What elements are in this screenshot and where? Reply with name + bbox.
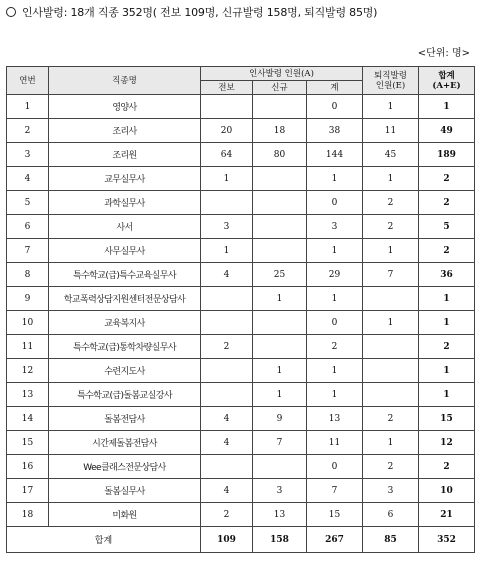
table-row bbox=[7, 431, 475, 455]
totals-transfer: 109 bbox=[201, 527, 253, 553]
cell-new: 1 bbox=[253, 359, 307, 383]
cell-transfer: 2 bbox=[201, 335, 253, 359]
cell-no: 2 bbox=[7, 119, 49, 143]
cell-retire bbox=[363, 287, 419, 311]
totals-grand: 352 bbox=[419, 527, 475, 553]
cell-job: 영양사 bbox=[49, 95, 201, 119]
cell-sum: 1 bbox=[307, 383, 363, 407]
cell-sum: 11 bbox=[307, 431, 363, 455]
table-row bbox=[7, 119, 475, 143]
cell-new bbox=[253, 335, 307, 359]
cell-retire: 2 bbox=[363, 407, 419, 431]
cell-new: 80 bbox=[253, 143, 307, 167]
cell-sum: 144 bbox=[307, 143, 363, 167]
cell-transfer bbox=[201, 455, 253, 479]
cell-job: 조리사 bbox=[49, 119, 201, 143]
cell-sum: 38 bbox=[307, 119, 363, 143]
cell-retire: 2 bbox=[363, 215, 419, 239]
cell-job: Wee클래스전문상담사 bbox=[49, 455, 201, 479]
table-row bbox=[7, 143, 475, 167]
cell-job: 미화원 bbox=[49, 503, 201, 527]
table-row bbox=[7, 311, 475, 335]
cell-no: 1 bbox=[7, 95, 49, 119]
totals-row bbox=[7, 527, 475, 553]
cell-new bbox=[253, 167, 307, 191]
cell-transfer: 4 bbox=[201, 263, 253, 287]
cell-total: 1 bbox=[419, 311, 475, 335]
cell-new: 1 bbox=[253, 383, 307, 407]
cell-job: 특수학교(급)통학차량실무사 bbox=[49, 335, 201, 359]
summary-line bbox=[6, 4, 377, 20]
cell-retire: 7 bbox=[363, 263, 419, 287]
table-row bbox=[7, 239, 475, 263]
header-appoint: 인사발령 인원(A) bbox=[201, 67, 363, 81]
table-row bbox=[7, 359, 475, 383]
cell-transfer: 4 bbox=[201, 431, 253, 455]
cell-no: 16 bbox=[7, 455, 49, 479]
cell-job: 교육복지사 bbox=[49, 311, 201, 335]
cell-total: 1 bbox=[419, 359, 475, 383]
cell-total: 10 bbox=[419, 479, 475, 503]
cell-transfer: 2 bbox=[201, 503, 253, 527]
table-body bbox=[7, 95, 475, 553]
cell-total: 2 bbox=[419, 335, 475, 359]
totals-new: 158 bbox=[253, 527, 307, 553]
cell-no: 13 bbox=[7, 383, 49, 407]
cell-total: 1 bbox=[419, 95, 475, 119]
cell-no: 9 bbox=[7, 287, 49, 311]
summary-text: 인사발령: 18개 직종 352명( 전보 109명, 신규발령 158명, 퇴직발령 85명) bbox=[22, 6, 378, 19]
cell-job: 조리원 bbox=[49, 143, 201, 167]
cell-sum: 0 bbox=[307, 455, 363, 479]
cell-total: 49 bbox=[419, 119, 475, 143]
cell-total: 36 bbox=[419, 263, 475, 287]
cell-job: 교무실무사 bbox=[49, 167, 201, 191]
cell-new bbox=[253, 215, 307, 239]
totals-label: 합계 bbox=[7, 527, 201, 553]
table-row bbox=[7, 287, 475, 311]
cell-no: 10 bbox=[7, 311, 49, 335]
cell-transfer bbox=[201, 287, 253, 311]
cell-retire: 3 bbox=[363, 479, 419, 503]
cell-no: 5 bbox=[7, 191, 49, 215]
cell-sum: 1 bbox=[307, 287, 363, 311]
cell-sum: 2 bbox=[307, 335, 363, 359]
cell-total: 189 bbox=[419, 143, 475, 167]
cell-no: 4 bbox=[7, 167, 49, 191]
totals-retire: 85 bbox=[363, 527, 419, 553]
table-row bbox=[7, 455, 475, 479]
cell-job: 특수학교(급)특수교육실무사 bbox=[49, 263, 201, 287]
cell-new bbox=[253, 239, 307, 263]
cell-job: 돌봄실무사 bbox=[49, 479, 201, 503]
cell-transfer: 1 bbox=[201, 239, 253, 263]
cell-sum: 1 bbox=[307, 359, 363, 383]
cell-retire: 6 bbox=[363, 503, 419, 527]
cell-job: 사무실무사 bbox=[49, 239, 201, 263]
cell-no: 8 bbox=[7, 263, 49, 287]
cell-transfer: 3 bbox=[201, 215, 253, 239]
cell-sum: 1 bbox=[307, 239, 363, 263]
cell-sum: 15 bbox=[307, 503, 363, 527]
cell-total: 2 bbox=[419, 191, 475, 215]
cell-retire: 1 bbox=[363, 239, 419, 263]
cell-job: 수련지도사 bbox=[49, 359, 201, 383]
cell-new: 18 bbox=[253, 119, 307, 143]
cell-no: 11 bbox=[7, 335, 49, 359]
cell-sum: 3 bbox=[307, 215, 363, 239]
cell-retire: 1 bbox=[363, 167, 419, 191]
cell-total: 2 bbox=[419, 167, 475, 191]
cell-no: 17 bbox=[7, 479, 49, 503]
cell-job: 특수학교(급)돌봄교실강사 bbox=[49, 383, 201, 407]
cell-transfer: 1 bbox=[201, 167, 253, 191]
cell-retire: 1 bbox=[363, 431, 419, 455]
table-row bbox=[7, 191, 475, 215]
cell-sum: 0 bbox=[307, 311, 363, 335]
cell-job: 사서 bbox=[49, 215, 201, 239]
header-sum: 계 bbox=[307, 81, 363, 95]
cell-transfer: 4 bbox=[201, 407, 253, 431]
personnel-table bbox=[6, 66, 475, 553]
table-row bbox=[7, 503, 475, 527]
header-retire: 퇴직발령 인원(E) bbox=[363, 67, 419, 95]
table-row bbox=[7, 335, 475, 359]
cell-new: 7 bbox=[253, 431, 307, 455]
cell-transfer bbox=[201, 95, 253, 119]
cell-sum: 1 bbox=[307, 167, 363, 191]
cell-new: 25 bbox=[253, 263, 307, 287]
cell-no: 12 bbox=[7, 359, 49, 383]
cell-retire: 1 bbox=[363, 311, 419, 335]
cell-transfer: 4 bbox=[201, 479, 253, 503]
header-job: 직종명 bbox=[49, 67, 201, 95]
table-row bbox=[7, 383, 475, 407]
table-row bbox=[7, 95, 475, 119]
cell-no: 14 bbox=[7, 407, 49, 431]
cell-retire: 2 bbox=[363, 455, 419, 479]
cell-retire bbox=[363, 359, 419, 383]
totals-sum: 267 bbox=[307, 527, 363, 553]
cell-no: 18 bbox=[7, 503, 49, 527]
cell-retire bbox=[363, 383, 419, 407]
cell-new: 1 bbox=[253, 287, 307, 311]
cell-total: 21 bbox=[419, 503, 475, 527]
cell-retire: 45 bbox=[363, 143, 419, 167]
cell-no: 7 bbox=[7, 239, 49, 263]
cell-retire: 11 bbox=[363, 119, 419, 143]
cell-new: 3 bbox=[253, 479, 307, 503]
cell-retire: 2 bbox=[363, 191, 419, 215]
cell-new bbox=[253, 311, 307, 335]
table-row bbox=[7, 215, 475, 239]
unit-label: <단위: 명> bbox=[417, 48, 470, 59]
cell-transfer bbox=[201, 383, 253, 407]
table-row bbox=[7, 479, 475, 503]
circle-bullet-icon bbox=[6, 7, 16, 17]
cell-total: 2 bbox=[419, 455, 475, 479]
cell-no: 6 bbox=[7, 215, 49, 239]
cell-transfer bbox=[201, 359, 253, 383]
cell-new bbox=[253, 191, 307, 215]
cell-transfer bbox=[201, 191, 253, 215]
table-row bbox=[7, 263, 475, 287]
cell-sum: 7 bbox=[307, 479, 363, 503]
cell-sum: 13 bbox=[307, 407, 363, 431]
cell-new bbox=[253, 95, 307, 119]
cell-sum: 0 bbox=[307, 95, 363, 119]
header-transfer: 전보 bbox=[201, 81, 253, 95]
header-total: 합계 (A+E) bbox=[419, 67, 475, 95]
cell-sum: 29 bbox=[307, 263, 363, 287]
cell-total: 1 bbox=[419, 287, 475, 311]
cell-total: 15 bbox=[419, 407, 475, 431]
cell-transfer: 20 bbox=[201, 119, 253, 143]
cell-total: 1 bbox=[419, 383, 475, 407]
table-row bbox=[7, 407, 475, 431]
cell-retire: 1 bbox=[363, 95, 419, 119]
cell-job: 돌봄전담사 bbox=[49, 407, 201, 431]
table-row bbox=[7, 167, 475, 191]
cell-total: 2 bbox=[419, 239, 475, 263]
cell-transfer bbox=[201, 311, 253, 335]
cell-transfer: 64 bbox=[201, 143, 253, 167]
cell-new: 13 bbox=[253, 503, 307, 527]
cell-no: 15 bbox=[7, 431, 49, 455]
cell-new: 9 bbox=[253, 407, 307, 431]
cell-job: 학교폭력상담지원센터전문상담사 bbox=[49, 287, 201, 311]
cell-job: 시간제돌봄전담사 bbox=[49, 431, 201, 455]
cell-total: 5 bbox=[419, 215, 475, 239]
cell-new bbox=[253, 455, 307, 479]
cell-total: 12 bbox=[419, 431, 475, 455]
header-no: 연번 bbox=[7, 67, 49, 95]
header-new: 신규 bbox=[253, 81, 307, 95]
cell-job: 과학실무사 bbox=[49, 191, 201, 215]
cell-retire bbox=[363, 335, 419, 359]
cell-no: 3 bbox=[7, 143, 49, 167]
cell-sum: 0 bbox=[307, 191, 363, 215]
